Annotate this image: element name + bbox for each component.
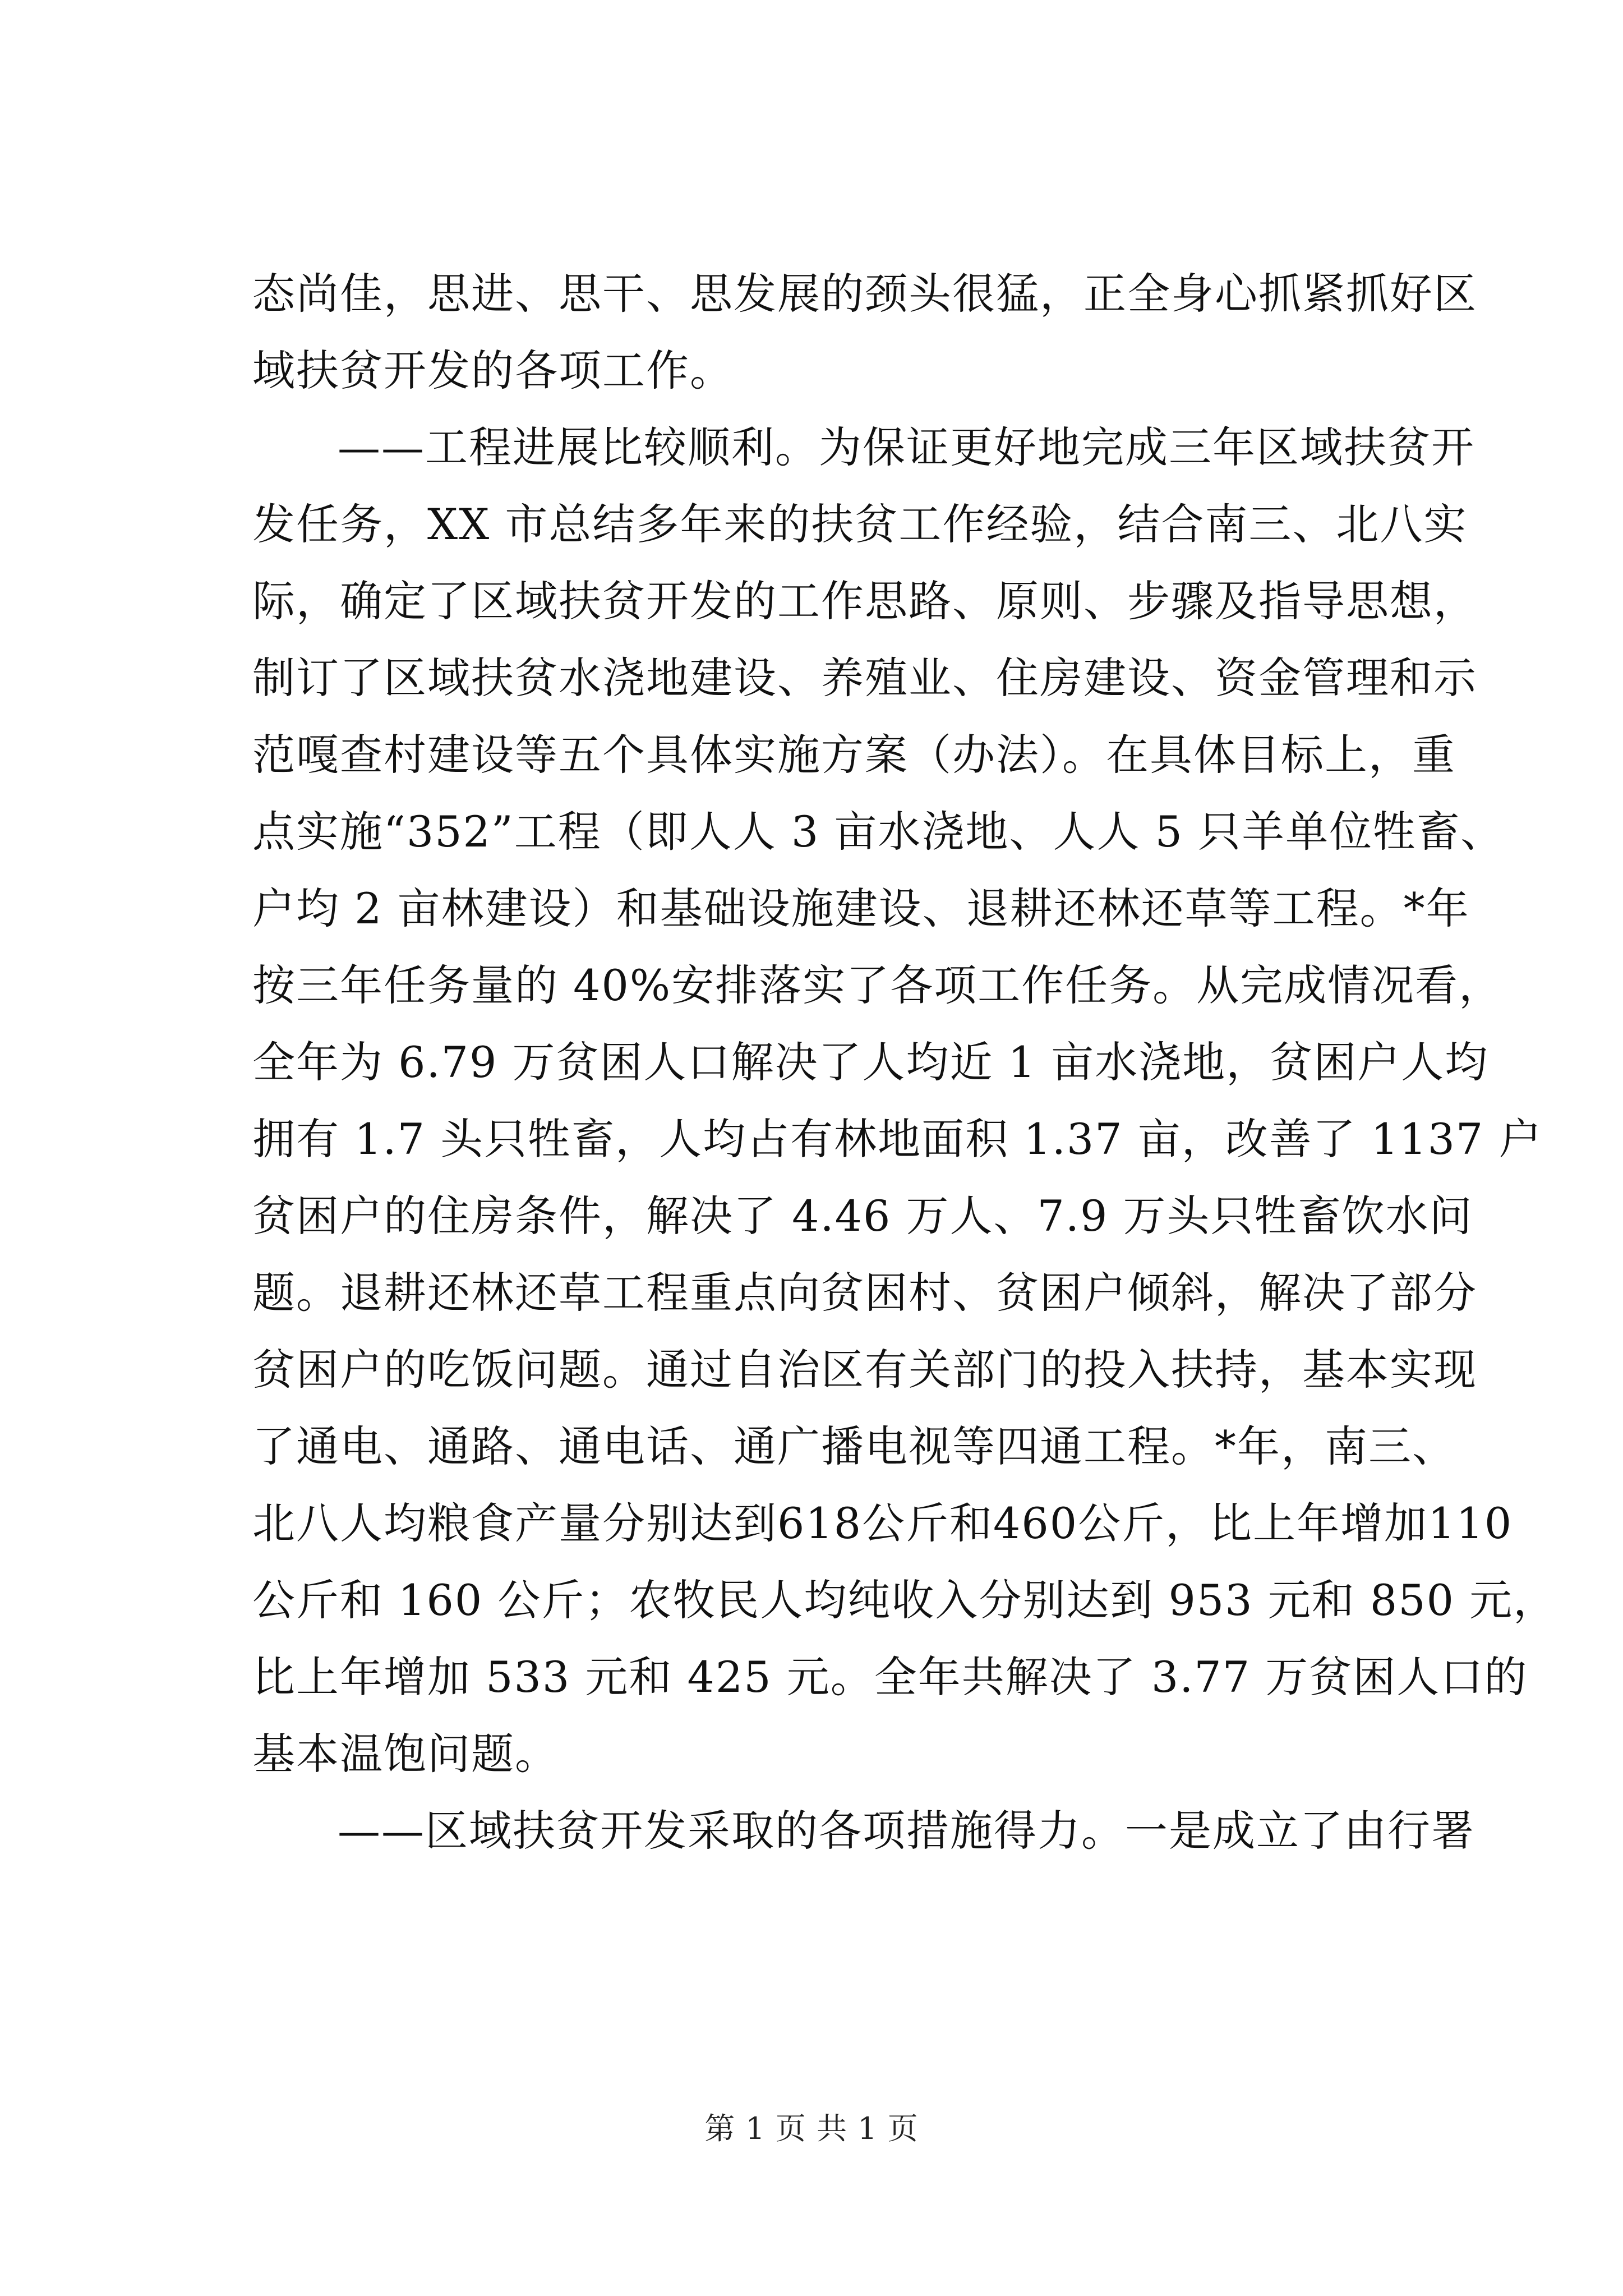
body-line: 北八人均粮食产量分别达到618公斤和460公斤，比上年增加110 <box>252 1498 1513 1548</box>
body-line: 比上年增加 533 元和 425 元。全年共解决了 3.77 万贫困人口的 <box>252 1652 1528 1702</box>
body-line: 题。退耕还林还草工程重点向贫困村、贫困户倾斜，解决了部分 <box>252 1268 1477 1318</box>
paragraph-first-line: ——工程进展比较顺利。为保证更好地完成三年区域扶贫开 <box>338 422 1475 472</box>
body-line: 际，确定了区域扶贫开发的工作思路、原则、步骤及指导思想， <box>252 576 1477 626</box>
body-line: 了通电、通路、通电话、通广播电视等四通工程。*年，南三、 <box>252 1421 1456 1471</box>
body-line: 范嘎查村建设等五个具体实施方案（办法）。在具体目标上，重 <box>252 730 1456 780</box>
body-line: 基本温饱问题。 <box>252 1729 559 1779</box>
body-line: 公斤和 160 公斤；农牧民人均纯收入分别达到 953 元和 850 元， <box>252 1575 1557 1625</box>
body-line: 点实施“352”工程（即人人 3 亩水浇地、人人 5 只羊单位牲畜、 <box>252 807 1505 857</box>
body-line: 贫困户的吃饭问题。通过自治区有关部门的投入扶持，基本实现 <box>252 1345 1477 1395</box>
body-line: 拥有 1.7 头只牲畜，人均占有林地面积 1.37 亩，改善了 1137 户 <box>252 1114 1543 1164</box>
paragraph-first-line: ——区域扶贫开发采取的各项措施得力。一是成立了由行署 <box>338 1806 1475 1856</box>
body-line: 户均 2 亩林建设）和基础设施建设、退耕还林还草等工程。*年 <box>252 884 1470 933</box>
body-line: 制订了区域扶贫水浇地建设、养殖业、住房建设、资金管理和示 <box>252 653 1477 703</box>
body-line: 按三年任务量的 40%安排落实了各项工作任务。从完成情况看， <box>252 960 1503 1010</box>
body-line: 域扶贫开发的各项工作。 <box>252 346 734 395</box>
document-body <box>252 255 1557 1869</box>
page-footer: 第 1 页 共 1 页 <box>704 2111 919 2146</box>
body-line: 贫困户的住房条件，解决了 4.46 万人、7.9 万头只牲畜饮水问 <box>252 1191 1473 1241</box>
body-line: 全年为 6.79 万贫困人口解决了人均近 1 亩水浇地，贫困户人均 <box>252 1037 1489 1087</box>
body-line: 发任务，XX 市总结多年来的扶贫工作经验，结合南三、北八实 <box>252 499 1468 549</box>
body-line: 态尚佳，思进、思干、思发展的颈头很猛，正全身心抓紧抓好区 <box>252 269 1477 319</box>
